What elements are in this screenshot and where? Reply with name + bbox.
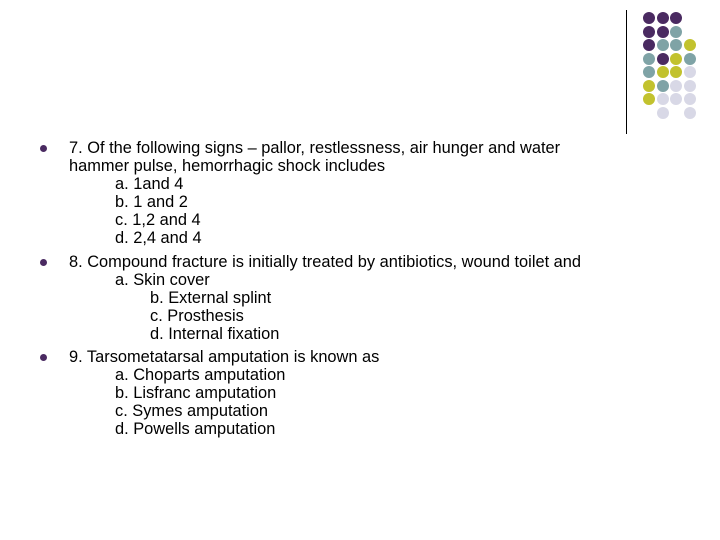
option-9c: c. Symes amputation <box>115 402 269 420</box>
question-7-text: 7. Of the following signs – pallor, restlessness, air hunger and water <box>69 139 561 157</box>
option-7a: a. 1and 4 <box>115 175 184 193</box>
option-7d: d. 2,4 and 4 <box>115 229 202 247</box>
bullet-icon <box>40 145 47 152</box>
option-9a: a. Choparts amputation <box>115 366 286 384</box>
option-9b: b. Lisfranc amputation <box>115 384 277 402</box>
bullet-icon <box>40 354 47 361</box>
option-7c: c. 1,2 and 4 <box>115 211 201 229</box>
option-7b: b. 1 and 2 <box>115 193 188 211</box>
option-8c: c. Prosthesis <box>150 307 244 325</box>
question-8-text: 8. Compound fracture is initially treated by antibiotics, wound toilet and <box>69 253 582 271</box>
bullet-icon <box>40 259 47 266</box>
option-9d: d. Powells amputation <box>115 420 276 438</box>
question-9-text: 9. Tarsometatarsal amputation is known as <box>69 348 380 366</box>
option-8d: d. Internal fixation <box>150 325 280 343</box>
option-8a: a. Skin cover <box>115 271 210 289</box>
option-8b: b. External splint <box>150 289 272 307</box>
question-7-text-continued: hammer pulse, hemorrhagic shock includes <box>69 157 386 175</box>
